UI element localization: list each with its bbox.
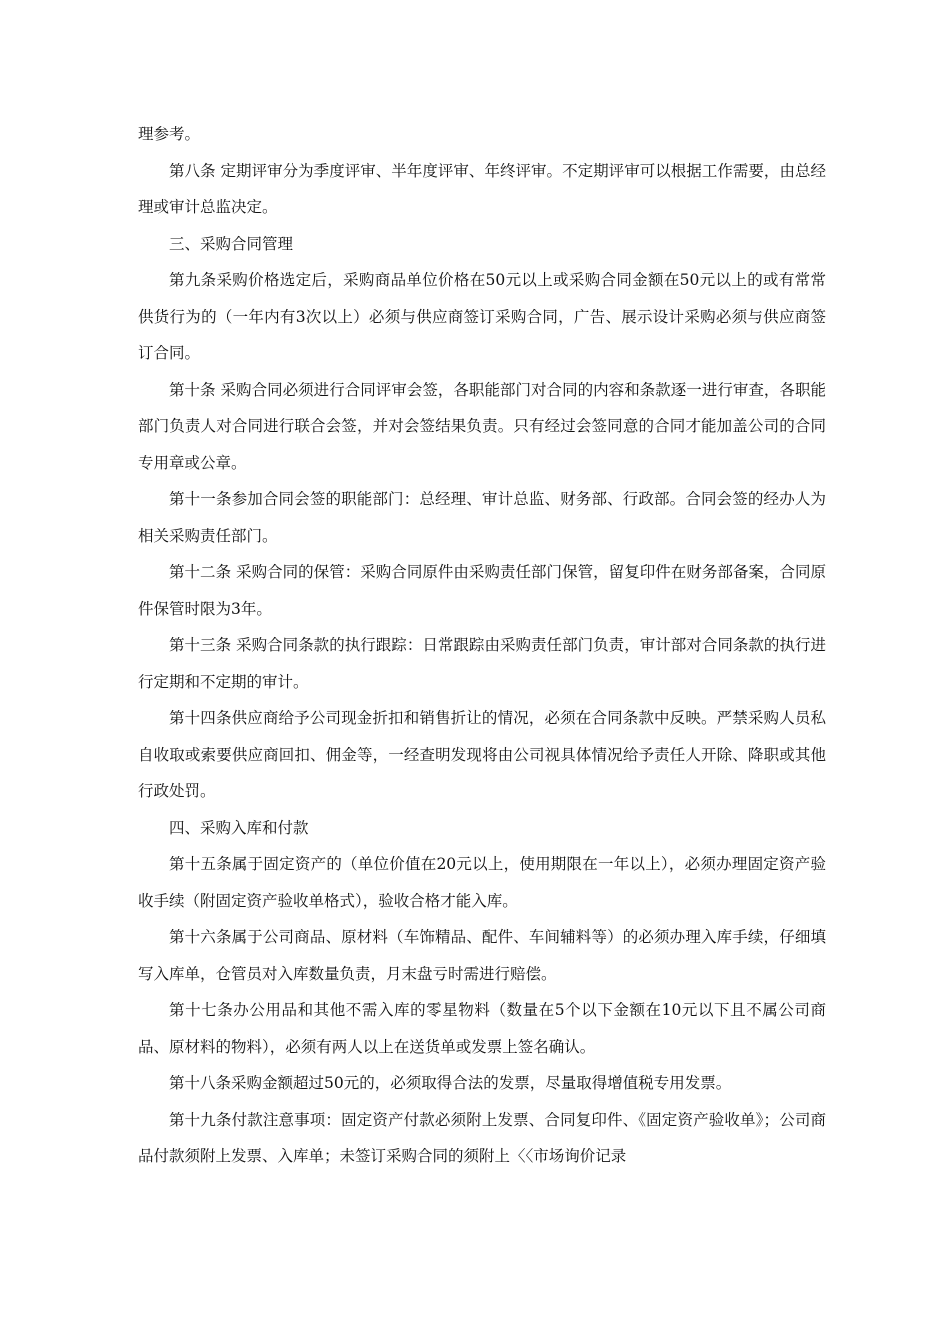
- article-14: 第十四条供应商给予公司现金折扣和销售折让的情况，必须在合同条款中反映。严禁采购人员私自收取或索要供应商回扣、佣金等，一经查明发现将由公司视具体情况给予责任人开除、降职或其他行政处罚。: [138, 709, 826, 800]
- article-16: 第十六条属于公司商品、原材料（车饰精品、配件、车间辅料等）的必须办理入库手续，仔细填写入库单，仓管员对入库数量负责，月末盘亏时需进行赔偿。: [138, 928, 826, 983]
- article-12: 第十二条 采购合同的保管：采购合同原件由采购责任部门保管，留复印件在财务部备案，合同原件保管时限为3年。: [138, 563, 826, 618]
- article-18: 第十八条采购金额超过50元的，必须取得合法的发票，尽量取得增值税专用发票。: [169, 1074, 732, 1092]
- section-heading-4: 四、采购入库和付款: [169, 818, 309, 837]
- article-17: 第十七条办公用品和其他不需入库的零星物料（数量在5个以下金额在10元以下且不属公司商品、原材料的物料），必须有两人以上在送货单或发票上签名确认。: [138, 1001, 826, 1056]
- article-15: 第十五条属于固定资产的（单位价值在20元以上，使用期限在一年以上），必须办理固定资产验收手续（附固定资产验收单格式），验收合格才能入库。: [138, 855, 826, 910]
- article-13: 第十三条 采购合同条款的执行跟踪：日常跟踪由采购责任部门负责，审计部对合同条款的执行进行定期和不定期的审计。: [138, 636, 826, 691]
- document-body: [138, 116, 826, 1175]
- article-11: 第十一条参加合同会签的职能部门：总经理、审计总监、财务部、行政部。合同会签的经办人为相关采购责任部门。: [138, 490, 826, 545]
- article-10: 第十条 采购合同必须进行合同评审会签，各职能部门对合同的内容和条款逐一进行审查，各职能部门负责人对合同进行联合会签，并对会签结果负责。只有经过会签同意的合同才能加盖公司的合同专用章或公章。: [138, 380, 826, 472]
- article-9: 第九条采购价格选定后，采购商品单位价格在50元以上或采购合同金额在50元以上的或有常常供货行为的（一年内有3次以上）必须与供应商签订采购合同，广告、展示设计采购必须与供应商签订合同。: [138, 271, 826, 362]
- article-8: 第八条 定期评审分为季度评审、半年度评审、年终评审。不定期评审可以根据工作需要，由总经理或审计总监决定。: [138, 161, 826, 216]
- section-heading-3: 三、采购合同管理: [169, 234, 294, 253]
- paragraph-continuation: 理参考。: [138, 125, 201, 143]
- article-19: 第十九条付款注意事项：固定资产付款必须附上发票、合同复印件、《固定资产验收单》；公司商品付款须附上发票、入库单；未签订采购合同的须附上〈〈市场询价记录: [138, 1110, 826, 1165]
